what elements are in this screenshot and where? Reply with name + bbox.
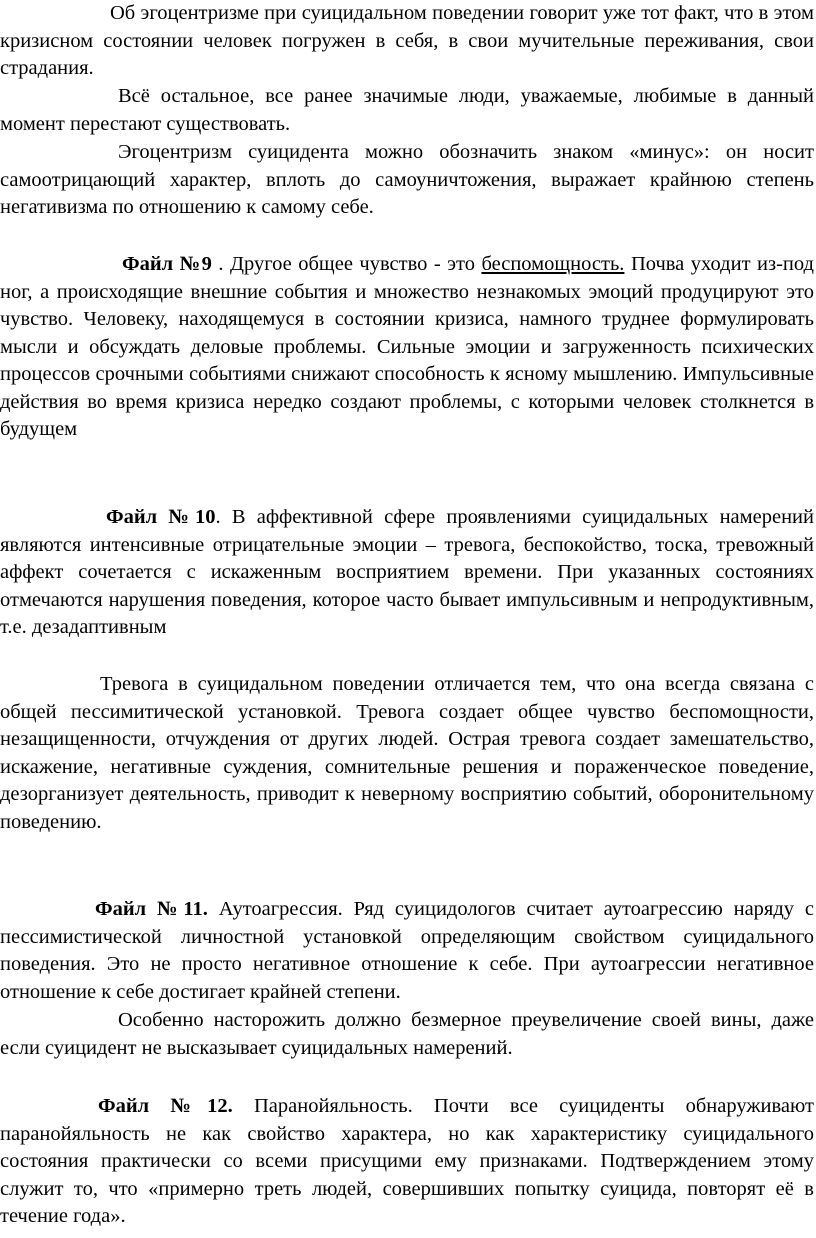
- paragraph-egocentrism: [0, 0, 814, 83]
- file-10-text: . В аффективной сфере проявлениями суицидальных намерений являются интенсивные отрицательные эмоции – тревога, беспокойство, тоска, тревожный аффект сочетается с искаженным восприятием времени. При указанных состояниях отмечаются нарушения поведения, которое часто бывает импульсивным и непродуктивным, т.е. дезадаптивным: [0, 506, 814, 638]
- paragraph-text: Всё остальное, все ранее значимые люди, уважаемые, любимые в данный момент перестают существовать.: [0, 85, 814, 135]
- paragraph-text: Тревога в суицидальном поведении отличается тем, что она всегда связана с общей пессимитической установкой. Тревога создает общее чувство беспомощности, незащищенности, отчуждения от других людей. Острая тревога создает замешательство, искажение, негативные суждения, сомнительные решения и пораженческое поведение, дезорганизует деятельность, приводит к неверному восприятию событий, оборонительному поведению.: [0, 673, 814, 833]
- file-10-anxiety-paragraph: [0, 671, 814, 836]
- file-11-title: Файл №11.: [95, 898, 208, 920]
- file-11-guilt-paragraph: [0, 1007, 814, 1062]
- paragraph-minus-sign: [0, 139, 814, 222]
- paragraph-others-vanish: [0, 83, 814, 138]
- file-11-text: Аутоагрессия. Ряд суицидологов считает аутоагрессию наряду с пессимистической личностной установкой определяющим свойством суицидального поведения. Это не просто негативное отношение к себе. При аутоагрессии негативное отношение к себе достигает крайней степени.: [0, 898, 814, 1003]
- file-9-lead: . Другое общее чувство - это: [211, 253, 482, 275]
- paragraph-text: Об эгоцентризме при суицидальном поведении говорит уже тот факт, что в этом кризисном состоянии человек погружен в себя, в свои мучительные переживания, свои страдания.: [0, 2, 814, 79]
- paragraph-text: Эгоцентризм суицидента можно обозначить знаком «минус»: он носит самоотрицающий характер, вплоть до самоуничтожения, выражает крайнюю степень негативизма по отношению к самому себе.: [0, 141, 814, 218]
- file-9-text: Почва уходит из-под ног, а происходящие внешние события и множество незнакомых эмоций продуцируют это чувство. Человеку, находящемуся в состоянии кризиса, намного труднее формулировать мысли и обсуждать деловые проблемы. Сильные эмоции и загруженность психических процессов срочными событиями снижают способность к ясному мышлению. Импульсивные действия во время кризиса нередко создают проблемы, с которыми человек столкнется в будущем: [0, 253, 814, 440]
- file-10-title: Файл №10: [106, 506, 216, 528]
- file-9-section: [0, 251, 814, 444]
- file-12-text: Паранойяльность. Почти все суициденты обнаруживают паранойяльность не как свойство характера, но как характеристику суицидального состояния практически со всеми присущими ему признаками. Подтверждением этому служит то, что «примерно треть людей, совершивших попытку суицида, повторят её в течение года».: [0, 1095, 814, 1227]
- file-11-section: [0, 896, 814, 1006]
- file-9-title: Файл №9: [122, 253, 212, 275]
- file-12-title: Файл №12.: [98, 1095, 233, 1117]
- paragraph-text: Особенно насторожить должно безмерное преувеличение своей вины, даже если суицидент не высказывает суицидальных намерений.: [0, 1009, 814, 1059]
- file-10-section: [0, 504, 814, 642]
- file-9-keyword: беспомощность.: [481, 253, 625, 275]
- file-12-section: [0, 1093, 814, 1231]
